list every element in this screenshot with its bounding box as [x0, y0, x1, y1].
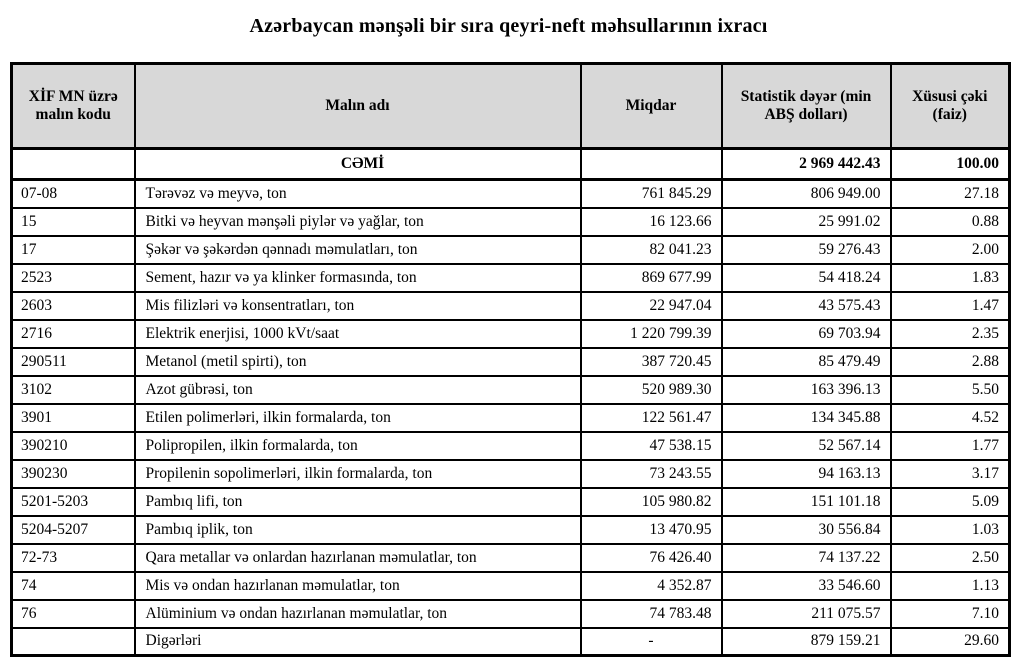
cell-quantity: 13 470.95	[581, 516, 722, 544]
cell-quantity: 47 538.15	[581, 432, 722, 460]
cell-code: 2716	[12, 320, 135, 348]
table-row	[12, 264, 1010, 292]
cell-name: Propilenin sopolimerləri, ilkin formalarda, ton	[135, 460, 581, 488]
cell-name: Metanol (metil spirti), ton	[135, 348, 581, 376]
cell-code: 15	[12, 208, 135, 236]
cell-name: Alüminium və ondan hazırlanan məmulatlar, ton	[135, 600, 581, 628]
cell-value: 69 703.94	[722, 320, 891, 348]
cell-share: 0.88	[891, 208, 1010, 236]
table-header-row	[12, 64, 1010, 149]
cell-value: 54 418.24	[722, 264, 891, 292]
table-total-row	[12, 149, 1010, 180]
table-row	[12, 544, 1010, 572]
cell-share: 29.60	[891, 628, 1010, 656]
cell-quantity: -	[581, 628, 722, 656]
table-row	[12, 180, 1010, 208]
table-body	[12, 180, 1010, 656]
cell-quantity: 82 041.23	[581, 236, 722, 264]
cell-value: 94 163.13	[722, 460, 891, 488]
cell-share: 1.47	[891, 292, 1010, 320]
cell-code	[12, 628, 135, 656]
cell-code: 3901	[12, 404, 135, 432]
cell-name: Mis və ondan hazırlanan məmulatlar, ton	[135, 572, 581, 600]
cell-code: 3102	[12, 376, 135, 404]
cell-code: 76	[12, 600, 135, 628]
cell-name: Elektrik enerjisi, 1000 kVt/saat	[135, 320, 581, 348]
cell-name: Etilen polimerləri, ilkin formalarda, ton	[135, 404, 581, 432]
total-label: CƏMİ	[135, 149, 581, 180]
cell-code: 2603	[12, 292, 135, 320]
cell-code: 74	[12, 572, 135, 600]
cell-quantity: 105 980.82	[581, 488, 722, 516]
cell-share: 2.50	[891, 544, 1010, 572]
cell-value: 30 556.84	[722, 516, 891, 544]
cell-value: 25 991.02	[722, 208, 891, 236]
total-share: 100.00	[891, 149, 1010, 180]
cell-name: Şəkər və şəkərdən qənnadı məmulatları, ton	[135, 236, 581, 264]
cell-code: 17	[12, 236, 135, 264]
cell-code: 390210	[12, 432, 135, 460]
cell-share: 4.52	[891, 404, 1010, 432]
header-value: Statistik dəyər (min ABŞ dolları)	[722, 64, 891, 149]
cell-name: Pambıq lifi, ton	[135, 488, 581, 516]
cell-name: Bitki və heyvan mənşəli piylər və yağlar, ton	[135, 208, 581, 236]
cell-value: 211 075.57	[722, 600, 891, 628]
cell-share: 2.00	[891, 236, 1010, 264]
cell-quantity: 387 720.45	[581, 348, 722, 376]
cell-code: 290511	[12, 348, 135, 376]
cell-quantity: 869 677.99	[581, 264, 722, 292]
cell-share: 1.77	[891, 432, 1010, 460]
cell-value: 52 567.14	[722, 432, 891, 460]
cell-quantity: 76 426.40	[581, 544, 722, 572]
cell-name: Sement, hazır və ya klinker formasında, ton	[135, 264, 581, 292]
cell-quantity: 122 561.47	[581, 404, 722, 432]
cell-share: 5.09	[891, 488, 1010, 516]
total-quantity	[581, 149, 722, 180]
cell-value: 85 479.49	[722, 348, 891, 376]
cell-value: 151 101.18	[722, 488, 891, 516]
cell-name: Mis filizləri və konsentratları, ton	[135, 292, 581, 320]
cell-value: 134 345.88	[722, 404, 891, 432]
table-row	[12, 516, 1010, 544]
cell-name: Digərləri	[135, 628, 581, 656]
cell-share: 7.10	[891, 600, 1010, 628]
table-row	[12, 404, 1010, 432]
table-row	[12, 376, 1010, 404]
cell-code: 390230	[12, 460, 135, 488]
cell-value: 43 575.43	[722, 292, 891, 320]
cell-quantity: 16 123.66	[581, 208, 722, 236]
header-code: XİF MN üzrə malın kodu	[12, 64, 135, 149]
cell-value: 879 159.21	[722, 628, 891, 656]
header-share: Xüsusi çəki (faiz)	[891, 64, 1010, 149]
cell-name: Qara metallar və onlardan hazırlanan məmulatlar, ton	[135, 544, 581, 572]
cell-name: Polipropilen, ilkin formalarda, ton	[135, 432, 581, 460]
cell-code: 72-73	[12, 544, 135, 572]
table-row	[12, 292, 1010, 320]
cell-share: 1.13	[891, 572, 1010, 600]
cell-value: 74 137.22	[722, 544, 891, 572]
cell-quantity: 74 783.48	[581, 600, 722, 628]
table-row	[12, 572, 1010, 600]
cell-share: 3.17	[891, 460, 1010, 488]
cell-value: 59 276.43	[722, 236, 891, 264]
table-row	[12, 208, 1010, 236]
cell-share: 5.50	[891, 376, 1010, 404]
cell-share: 1.03	[891, 516, 1010, 544]
total-code	[12, 149, 135, 180]
cell-quantity: 520 989.30	[581, 376, 722, 404]
cell-name: Tərəvəz və meyvə, ton	[135, 180, 581, 208]
table-row	[12, 432, 1010, 460]
cell-quantity: 4 352.87	[581, 572, 722, 600]
page-title: Azərbaycan mənşəli bir sıra qeyri-neft məhsullarının ixracı	[249, 15, 768, 37]
cell-share: 2.35	[891, 320, 1010, 348]
cell-value: 163 396.13	[722, 376, 891, 404]
cell-quantity: 761 845.29	[581, 180, 722, 208]
cell-quantity: 73 243.55	[581, 460, 722, 488]
cell-share: 27.18	[891, 180, 1010, 208]
table-row	[12, 460, 1010, 488]
cell-code: 5204-5207	[12, 516, 135, 544]
cell-share: 2.88	[891, 348, 1010, 376]
cell-value: 806 949.00	[722, 180, 891, 208]
cell-name: Pambıq iplik, ton	[135, 516, 581, 544]
header-quantity: Miqdar	[581, 64, 722, 149]
total-value: 2 969 442.43	[722, 149, 891, 180]
table-row	[12, 628, 1010, 656]
table-row	[12, 488, 1010, 516]
table-row	[12, 236, 1010, 264]
export-table	[10, 62, 1011, 657]
cell-value: 33 546.60	[722, 572, 891, 600]
table-row	[12, 320, 1010, 348]
cell-name: Azot gübrəsi, ton	[135, 376, 581, 404]
table-row	[12, 600, 1010, 628]
cell-quantity: 1 220 799.39	[581, 320, 722, 348]
cell-share: 1.83	[891, 264, 1010, 292]
header-name: Malın adı	[135, 64, 581, 149]
cell-code: 2523	[12, 264, 135, 292]
table-row	[12, 348, 1010, 376]
cell-code: 07-08	[12, 180, 135, 208]
cell-quantity: 22 947.04	[581, 292, 722, 320]
cell-code: 5201-5203	[12, 488, 135, 516]
